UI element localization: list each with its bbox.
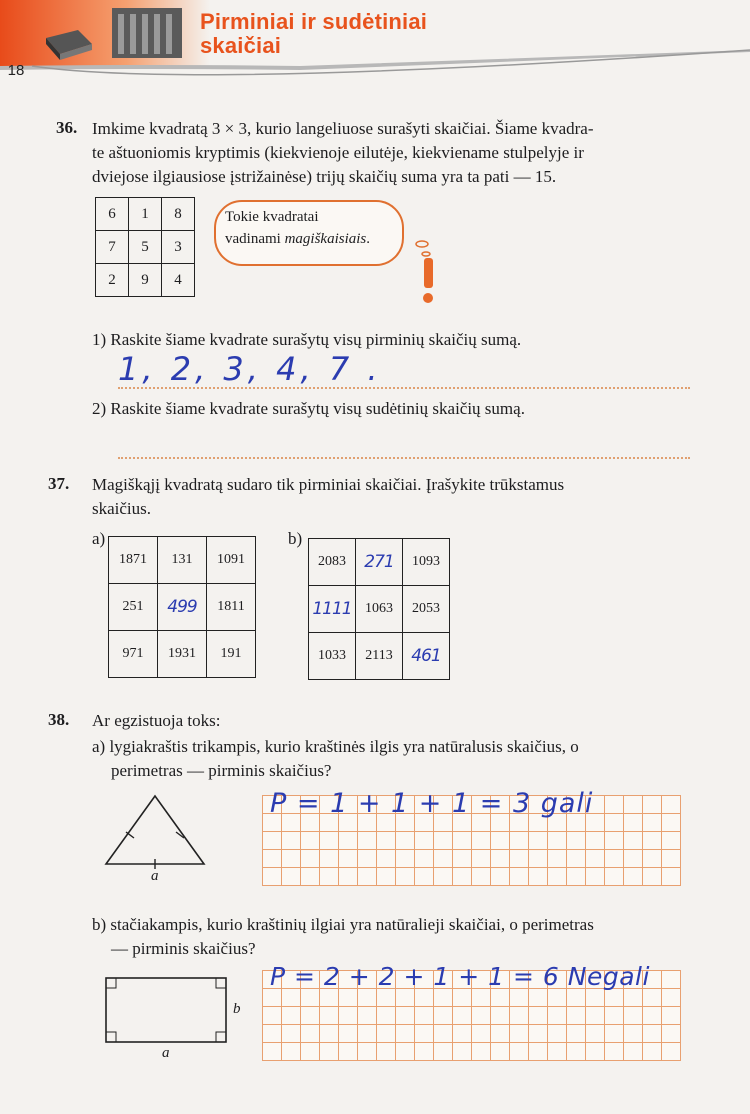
task38-number: 38. — [48, 710, 70, 729]
columns-icon — [112, 8, 182, 58]
cell-handwritten: 499 — [158, 584, 207, 631]
triangle-side-label: a — [151, 868, 159, 884]
cell: 3 — [162, 231, 195, 264]
task37-text — [92, 473, 712, 521]
task38-intro: Ar egzistuoja toks: — [92, 711, 221, 730]
cell: 2083 — [309, 539, 356, 586]
chapter-title-line2: skaičiai — [200, 33, 282, 58]
cell: 1811 — [207, 584, 256, 631]
cell-handwritten: 461 — [403, 633, 450, 680]
magic-square-37b — [308, 538, 450, 680]
cell: 2113 — [356, 633, 403, 680]
task38-a-line1: a) lygiakraštis trikampis, kurio kraštinės ilgis yra natūralusis skaičius, o — [92, 737, 579, 756]
task36-q2: 2) Raskite šiame kvadrate surašytų visų sudėtinių skaičių sumą. — [92, 399, 525, 418]
cell: 1091 — [207, 537, 256, 584]
cell: 1033 — [309, 633, 356, 680]
chapter-title — [200, 10, 427, 58]
answer-line — [118, 457, 690, 459]
task37-number: 37. — [48, 474, 70, 493]
magic-square-37a — [108, 536, 256, 678]
cell: 9 — [129, 264, 162, 297]
task36-q1: 1) Raskite šiame kvadrate surašytų visų pirminių skaičių sumą. — [92, 330, 522, 349]
cell: 251 — [109, 584, 158, 631]
rect-side-a-label: a — [162, 1045, 170, 1061]
task38-b-line2: — pirminis skaičius? — [111, 939, 256, 958]
task36-number: 36. — [56, 118, 78, 137]
answer-line — [118, 387, 690, 389]
label-b: b) — [288, 529, 303, 548]
cell: 1931 — [158, 631, 207, 678]
cell: 1063 — [356, 586, 403, 633]
cell: 5 — [129, 231, 162, 264]
cell: 4 — [162, 264, 195, 297]
rect-side-b-label: b — [233, 1001, 241, 1017]
cell: 7 — [96, 231, 129, 264]
cell: 1871 — [109, 537, 158, 584]
task37-text-line2: skaičius. — [92, 499, 152, 518]
cell: 2 — [96, 264, 129, 297]
cell: 131 — [158, 537, 207, 584]
bubble-prefix: vadinami — [225, 231, 285, 247]
task38-b-answer: P = 2 + 2 + 1 + 1 = 6 Negali — [270, 962, 650, 991]
task38-a-answer: P = 1 + 1 + 1 = 3 gali — [270, 788, 594, 819]
cell: 2053 — [403, 586, 450, 633]
task37-text-line1: Magiškąjį kvadratą sudaro tik pirminiai skaičiai. Įrašykite trūkstamus — [92, 475, 565, 494]
task36-q1-answer: 1, 2, 3, 4, 7 . — [118, 350, 382, 388]
exclamation-icon — [400, 232, 440, 312]
label-a: a) — [92, 529, 106, 548]
task38-a — [92, 735, 722, 783]
cell: 1093 — [403, 539, 450, 586]
speech-bubble-text — [225, 206, 405, 250]
task36-text-line1: Imkime kvadratą 3 × 3, kurio langeliuose surašyti skaičiai. Šiame kvadra- — [92, 119, 594, 138]
cell: 971 — [109, 631, 158, 678]
task38-b — [92, 913, 722, 961]
task36-text — [92, 117, 712, 189]
cell-handwritten: 271 — [356, 539, 403, 586]
page-header — [0, 0, 750, 92]
task38-b-line1: b) stačiakampis, kurio kraštinių ilgiai yra natūralieji skaičiai, o perimetras — [92, 915, 594, 934]
cell: 191 — [207, 631, 256, 678]
cell-handwritten: 1111 — [309, 586, 356, 633]
page-number: 18 — [7, 61, 25, 79]
cell: 8 — [162, 198, 195, 231]
bubble-italic: magiškaisiais — [284, 231, 367, 247]
bubble-line1: Tokie kvadratai — [225, 209, 319, 225]
bubble-line2 — [225, 228, 405, 250]
task36-text-line3: dviejose ilgiausiose įstrižainėse) trijų skaičių suma yra ta pati — 15. — [92, 167, 557, 186]
cell: 6 — [96, 198, 129, 231]
magic-square-36 — [95, 197, 195, 297]
task36-text-line2: te aštuoniomis kryptimis (kiekvienoje eilutėje, kiekviename stulpelyje ir — [92, 143, 584, 162]
cell: 1 — [129, 198, 162, 231]
task38-a-line2: perimetras — pirminis skaičius? — [111, 761, 332, 780]
chapter-title-line1: Pirminiai ir sudėtiniai — [200, 9, 428, 34]
rectangle-figure — [102, 974, 232, 1046]
bubble-suffix: . — [366, 231, 371, 247]
